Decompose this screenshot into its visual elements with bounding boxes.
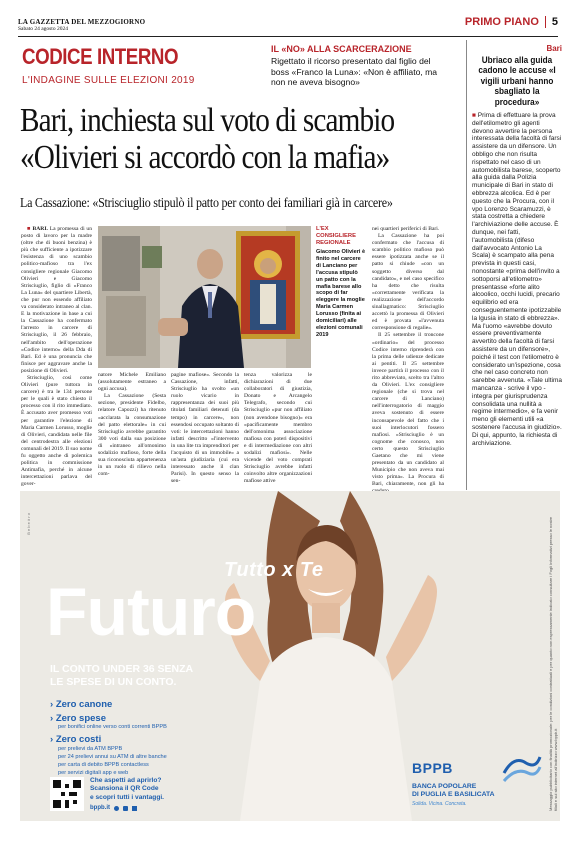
bank-line-2: DI PUGLIA E BASILICATA <box>412 791 495 799</box>
ad-tagline <box>50 663 193 689</box>
article-text-3: pagine mafiose». Secondo la Cassazione, infatti, Strisciuglio ha svolto «un ruolo vicario in rappresentanza dei suoi più titolati familiari detenuti (da tempo) in carcere», non essendosi occupato soltanto di voti: le intercettazioni hanno infatti descritto «l'intervento in una lite tra imprenditori per l'acquisto di un immobile» a un'asta giudiziaria (cui era interessato anche il clan Parisi). In questo senso la sen- <box>171 372 239 485</box>
section-name: PRIMO PIANO <box>464 16 539 28</box>
advertisement <box>20 491 560 821</box>
ad-website-row <box>90 805 137 811</box>
article-text-2: natore Michele Emiliano (assolutamente estraneo a ogni accusa). <box>98 372 166 393</box>
bank-motto: Solida. Vicina. Concreta. <box>412 801 467 808</box>
ad-item-3-subs <box>50 745 240 777</box>
ad-item-3-title: Zero costi <box>55 734 102 745</box>
article-text-2b: La Cassazione (Sesta sezione, presidente Fidelbo, relatore Capozzi) ha ritenuto «acclarata la consumazione del patto elettorale» in cui Strisciuglio avrebbe garantito 300 voti dalla sua posizione di «intraneo all'omonimo sodalizio mafioso, forte della sua riconosciuta appartenenza in un ruolo di rilievo nella com- <box>98 393 166 478</box>
paper-name: LA GAZZETTA DEL MEZZOGIORNO <box>18 18 146 26</box>
ad-disclaimer: Messaggio pubblicitario con finalità promozionale: per le condizioni contrattuali e per quanto non espressamente indicato consultare i Fogli Informativi presso le nostre filiali e sul sito internet all'indirizzo www.bppb.it <box>548 516 558 811</box>
ad-item-3-sub-4: per servizi digitali app e web <box>58 770 129 776</box>
ad-item-3-sub-1: per prelievi da ATM BPPB <box>58 746 123 752</box>
page-number: 5 <box>551 16 558 28</box>
photo-illustration <box>98 226 311 368</box>
article-text-1: La promessa di un posto di lavoro per la madre (oltre che di buoni benzina) è più che sufficiente a ipotizzare l'esistenza di uno scambio politico-mafioso tra l'ex consigliere regionale Giacomo Olivieri e Giacomo Strisciuglio, figlio di «Franco La Luna» del quartiere Libertà, che pur non essendo affiliato va considerato intraneo al clan. E la motivazione in base a cui la Cassazione ha confermato l'arresto in carcere di Strisciuglio, il 26 febbraio, nell'ambito dell'operazione «Codice interno» della Dda di Bari. Ed è una pronuncia che finisce per aggravare anche la posizione di Olivieri. <box>21 226 92 374</box>
youtube-icon[interactable] <box>132 806 137 811</box>
ad-item-3 <box>50 734 240 745</box>
ad-qr-line-2: Scansiona il QR Code <box>90 785 159 793</box>
qr-code-icon[interactable] <box>50 777 84 811</box>
ad-tagline-2: LE SPESE DI UN CONTO. <box>50 676 177 688</box>
ad-qr-text <box>90 777 164 802</box>
ad-feature-list <box>50 699 240 777</box>
masthead-rule <box>18 36 558 37</box>
article-text-5: nei quartieri periferici di Bari. <box>372 226 440 232</box>
qr-code-graphic <box>53 780 81 808</box>
arrow-icon: › <box>50 699 54 710</box>
sidebar-marker: ■ <box>472 112 478 120</box>
kicker-sub: L'INDAGINE SULLE ELEZIONI 2019 <box>22 75 195 86</box>
article-text-1b: Strisciuglio, così come Olivieri (pure tuttora in carcere) è tra le 134 persone per le quali è stato chiesto il processo con il rito immediato. È accusato aver promesso voti per garantire l'elezione di Maria Carmen Lorusso, moglie di Olivieri, candidata nelle file del centrodestra alle elezioni comunali del 2019. Il suo nome fu oggetto anche di polemica politica in commissione Antimafia, perché in alcune intercettazioni parlava del gover- <box>21 374 92 488</box>
dateline-marker: ■ <box>27 226 33 232</box>
sidebar-rule <box>466 40 467 490</box>
dateline: BARI. <box>32 226 48 232</box>
ad-title-small: Tutto x Te <box>224 559 324 581</box>
sidebar-text: Prima di effettuare la prova dell'etilometro gli agenti devono avvertire la persona interessata della facoltà di farsi assistere da un difensore. Un obbligo che non risulta rispettato nel caso di un automobilista barese, scoperto alla guida dalla Polizia municipale di Bari in stato di ebbrezza alcolica. Ed è per questo che la Procura, con il vpo Lorenzo Scaramuzzi, è stata costretta a chiedere l'archiviazione delle accuse. È dunque, nei fatti, l'automobilista (difeso dall'avvocato Antonio La Scala) è scampato alla pena prevista in questi casi, nonostante «prima dell'invito a sottoporsi all'etilometro» presentasse «forte alito alcoolico, occhi lucidi, precario equilibrio ed era conseguentemente ipotizzabile la lgusia in stato di ebbrezza». Ma l'uomo «avrebbe dovuto essere preventivamente avvertito della facoltà di farsi assistere da un difensore», poiché il test con l'etilometro è considerato un'ispezione, cosa che nel caso concreto non sarebbe avvenuta. «Tale ultima mancanza - scrive il vpo - integra per giurisprudenza consolidata una nullità a regime intermedio», e fa venir meno gli elementi utili «a sostenere l'accusa in giudizio». Di qui, appunto, la richiesta di archiviazione. <box>472 112 562 447</box>
sidehead <box>271 44 451 88</box>
bank-short: BPPB <box>412 760 453 776</box>
facebook-icon[interactable] <box>114 806 119 811</box>
sidebar-headline: Ubriaco alla guida cadono le accuse «I vigili urbani hanno sbagliato la procedura» <box>478 55 556 107</box>
headline-line-2: «Olivieri si accordò con la mafia» <box>20 139 390 176</box>
article-col-1 <box>21 226 92 488</box>
article-text-5b: La Cassazione ha poi confermato che l'accusa di scambio politico mafioso può essere ipotizzata anche se il patto si chiude «con un soggetto diverso dal candidato», e nel caso specifico ha detto che risulta «correttamente verificata la realizzazione dell'accordo sinallagmatico: Strisciuglio accettò la promessa di Olivieri ed è provata «l'avvenuta corresponsione di regalie». <box>372 233 444 332</box>
subheadline: La Cassazione: «Strisciuglio stipulò il patto per conto dei familiari già in carcere» <box>20 196 393 211</box>
sidebar-place: Bari <box>546 44 562 53</box>
article-text-5c: Il 25 settembre il troncone «ordinario» del processo Codice interno riprenderà con la prima delle udienze dedicate ai pentiti. Il 25 settembre invece partirà il processo con il rito abbreviato, scelto tra l'altro da Olivieri. L'ex consigliere regionale (che si trova nel carcere di Lanciano) nell'interrogatorio di maggio aveva sostenuto di essere inconsapevole del fatto che i suoi interlocutori fossero mafiosi. «Strisciuglio è un cognome che conosco, non certo questo Strisciuglio Gaetano che mi viene presentato da un candidato al Municipio che non aveva mai visto prima». La Procura di Bari, chiaramente, non gli ha <box>372 332 444 488</box>
bank-wave-icon <box>502 753 542 783</box>
ad-qr-line-3: e scopri tutti i vantaggi. <box>90 793 165 801</box>
ad-item-1-title: Zero canone <box>55 699 113 710</box>
ad-item-2-sub: per bonifici online verso conti correnti BPPB <box>58 724 167 730</box>
bank-logo <box>412 753 542 807</box>
ad-item-3-sub-3: per carta di debito BPPB contactless <box>58 762 149 768</box>
sidehead-text: Rigettato il ricorso presentato dal figlio del boss «Franco la Luna»: «Non è affiliato, ma non ne aveva bisogno» <box>271 56 438 87</box>
headline-line-1: Bari, inchiesta sul voto di scambio <box>20 102 395 139</box>
ad-qr-line-1: Che aspetti ad aprirlo? <box>90 777 162 784</box>
photo-caption-text: Giacomo Olivieri è finito nel carcere di Lanciano per l'accusa stipulò un patto con la mafia barese allo scopo di far eleggere la moglie Maria Carmen Lorusso (finita ai domiciliari) alle elezioni comunali 2019 <box>316 249 366 338</box>
ad-item-2 <box>50 713 240 724</box>
sidebar-body <box>472 112 562 472</box>
ad-tagline-1: IL CONTO UNDER 36 SENZA <box>50 663 194 675</box>
ad-item-3-sub-2: per 24 prelievi annui su ATM di altre banche <box>58 754 167 760</box>
article-col-4 <box>244 372 312 488</box>
photo-caption-label: L'EX CONSIGLIERE REGIONALE <box>316 226 356 246</box>
article-col-3 <box>171 372 239 488</box>
ad-item-1 <box>50 699 240 710</box>
photo-caption <box>316 226 366 368</box>
ad-website[interactable]: bppb.it <box>90 805 110 811</box>
sidebar <box>472 44 562 472</box>
ad-vertical-left: B e b e ö r o <box>26 513 31 535</box>
issue-date: Sabato 24 agosto 2024 <box>18 26 68 32</box>
kicker-label: CODICE INTERNO <box>22 44 179 69</box>
article-col-5 <box>372 226 444 488</box>
ad-title-big: Futuro <box>46 574 256 650</box>
arrow-icon: › <box>50 713 54 724</box>
article-photo <box>98 226 311 368</box>
masthead-left <box>18 18 178 32</box>
article-text-4: tenza valorizza le dichiarazioni di due collaboratori di giustizia, Donato e Arcangelo Telegrafo, secondo cui Strisciuglio «pur non affiliato (non avendone bisogno)» era «pacificamente membro dell'omonima associazione mafiosa con poteri dispositivi e di intermediazione con altri sodalizi mafiosi». Nelle vicende del voto comprati Strisciuglio avrebbe infatti coinvolto altre organizzazioni mafiose attive <box>244 372 312 485</box>
headline <box>20 102 460 176</box>
sidehead-title: IL «NO» ALLA SCARCERAZIONE <box>271 44 412 54</box>
section-divider <box>545 16 546 28</box>
article-col-2 <box>98 372 166 488</box>
instagram-icon[interactable] <box>123 806 128 811</box>
bank-line-1: BANCA POPOLARE <box>412 783 477 790</box>
masthead-right <box>465 16 558 28</box>
ad-item-2-title: Zero spese <box>55 713 106 724</box>
arrow-icon: › <box>50 734 54 745</box>
